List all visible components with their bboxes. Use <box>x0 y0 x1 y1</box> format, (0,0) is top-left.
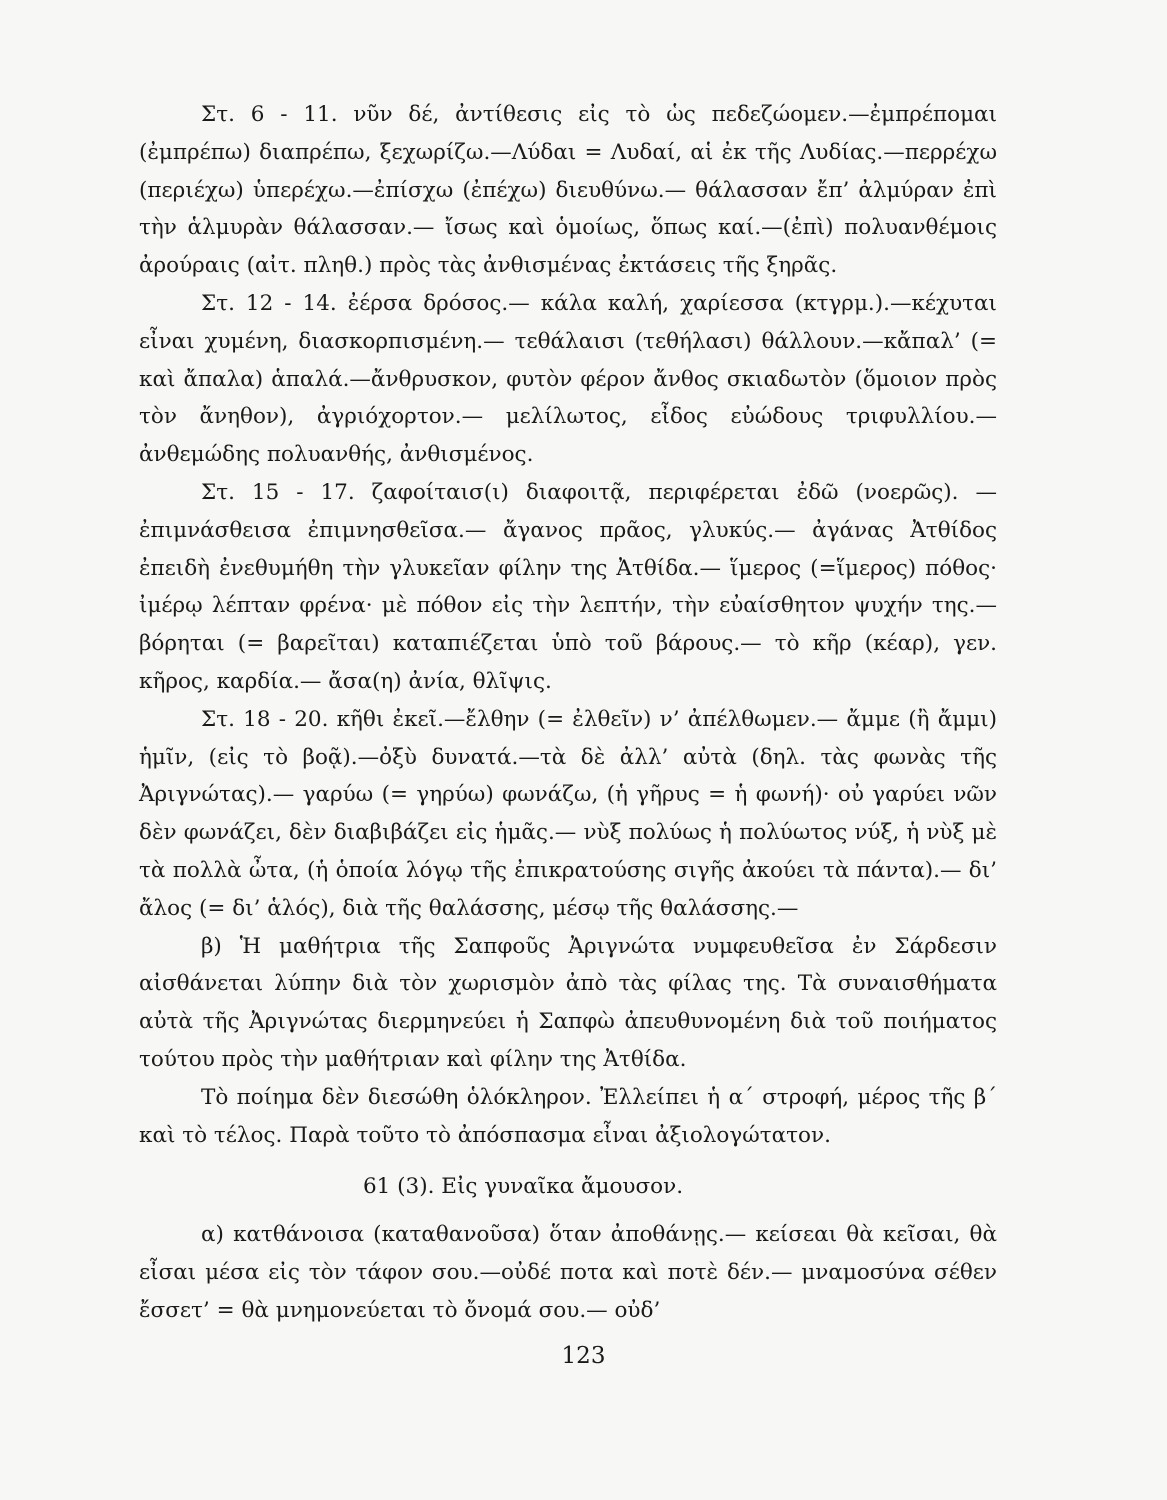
commentary-verses-12-14: Στ. 12 - 14. ἐέρσα δρόσος.— κάλα καλή, χαρίεσσα (κτγρμ.).—κέχυται εἶναι χυμένη, διασκορπισμένη.— τεθάλαισι (τεθήλασι) θάλλουν.—κἄπαλ’ (= καὶ ἄπαλα) ἁπαλά.—ἄνθρυσκον, φυτὸν φέρον ἄνθος σκιαδωτὸν (ὅμοιον πρὸς τὸν ἄνηθον), ἀγριόχορτον.— μελίλωτος, εἶδος εὐώδους τριφυλλίου.— ἀνθεμώδης πολυανθής, ἀνθισμένος. <box>139 290 997 468</box>
preservation-note: Τὸ ποίημα δὲν διεσώθη ὁλόκληρον. Ἐλλείπει ἡ α΄ στροφή, μέρος τῆς β΄ καὶ τὸ τέλος. Παρὰ τοῦτο τὸ ἀπόσπασμα εἶναι ἀξιολογώτατον. <box>139 1084 997 1148</box>
interpretation-paragraph: β) Ἡ μαθήτρια τῆς Σαπφοῦς Ἀριγνώτα νυμφευθεῖσα ἐν Σάρδεσιν αἰσθάνεται λύπην διὰ τὸν χωρισμὸν ἀπὸ τὰς φίλας της. Τὰ συναισθήματα αὐτὰ τῆς Ἀριγνώτας διερμηνεύει ἡ Σαπφὼ ἀπευθυνομένη διὰ τοῦ ποιήματος τούτου πρὸς τὴν μαθήτριαν καὶ φίλην της Ἀτθίδα. <box>139 933 997 1072</box>
commentary-poem-61: α) κατθάνοισα (καταθανοῦσα) ὅταν ἀποθάνῃς.— κείσεαι θὰ κεῖσαι, θὰ εἶσαι μέσα εἰς τὸν τάφον σου.—οὐδέ ποτα καὶ ποτὲ δέν.— μναμοσύνα σέθεν ἔσσετ’ = θὰ μνημονεύεται τὸ ὄνομά σου.— οὐδ’ <box>139 1222 997 1323</box>
commentary-text-block <box>139 96 997 1330</box>
poem-heading: 61 (3). Εἰς γυναῖκα ἄμουσον. <box>362 1174 684 1200</box>
page-number: 123 <box>561 1343 606 1369</box>
commentary-verses-18-20: Στ. 18 - 20. κῆθι ἐκεῖ.—ἔλθην (= ἐλθεῖν) ν’ ἀπέλθωμεν.— ἄμμε (ἢ ἄμμι) ἡμῖν, (εἰς τὸ βοᾷ).—ὀξὺ δυνατά.—τὰ δὲ ἀλλ’ αὐτὰ (δηλ. τὰς φωνὰς τῆς Ἀριγνώτας).— γαρύω (= γηρύω) φωνάζω, (ἡ γῆρυς = ἡ φωνή)· οὐ γαρύει νῶν δὲν φωνάζει, δὲν διαβιβάζει εἰς ἡμᾶς.— νὺξ πολύως ἡ πολύωτος νύξ, ἡ νὺξ μὲ τὰ πολλὰ ὦτα, (ἡ ὁποία λόγῳ τῆς ἐπικρατούσης σιγῆς ἀκούει τὰ πάντα).— δι’ ἄλος (= δι’ ἁλός), διὰ τῆς θαλάσσης, μέσῳ τῆς θαλάσσης.— <box>139 706 997 921</box>
commentary-verses-15-17: Στ. 15 - 17. ζαφοίταισ(ι) διαφοιτᾷ, περιφέρεται ἐδῶ (νοερῶς). — ἐπιμνάσθεισα ἐπιμνησθεῖσα.— ἄγανος πρᾶος, γλυκύς.— ἀγάνας Ἀτθίδος ἐπειδὴ ἐνεθυμήθη τὴν γλυκεῖαν φίλην της Ἀτθίδα.— ἵμερος (=ἵμερος) πόθος· ἰμέρῳ λέπταν φρένα· μὲ πόθον εἰς τὴν λεπτήν, τὴν εὐαίσθητον ψυχήν της.— βόρηται (= βαρεῖται) καταπιέζεται ὑπὸ τοῦ βάρους.— τὸ κῆρ (κέαρ), γεν. κῆρος, καρδία.— ἄσα(η) ἀνία, θλῖψις. <box>139 479 997 694</box>
commentary-verses-6-11: Στ. 6 - 11. νῦν δέ, ἀντίθεσις εἰς τὸ ὡς πεδεζώομεν.—ἐμπρέπομαι (ἐμπρέπω) διαπρέπω, ξεχωρίζω.—Λύδαι = Λυδαί, αἱ ἐκ τῆς Λυδίας.—περρέχω (περιέχω) ὑπερέχω.—ἐπίσχω (ἐπέχω) διευθύνω.— θάλασσαν ἔπ’ ἀλμύραν ἐπὶ τὴν ἁλμυρὰν θάλασσαν.— ἴσως καὶ ὁμοίως, ὅπως καί.—(ἐπὶ) πολυανθέμοις ἀρούραις (αἰτ. πληθ.) πρὸς τὰς ἀνθισμένας ἐκτάσεις τῆς ξηρᾶς. <box>139 102 997 279</box>
